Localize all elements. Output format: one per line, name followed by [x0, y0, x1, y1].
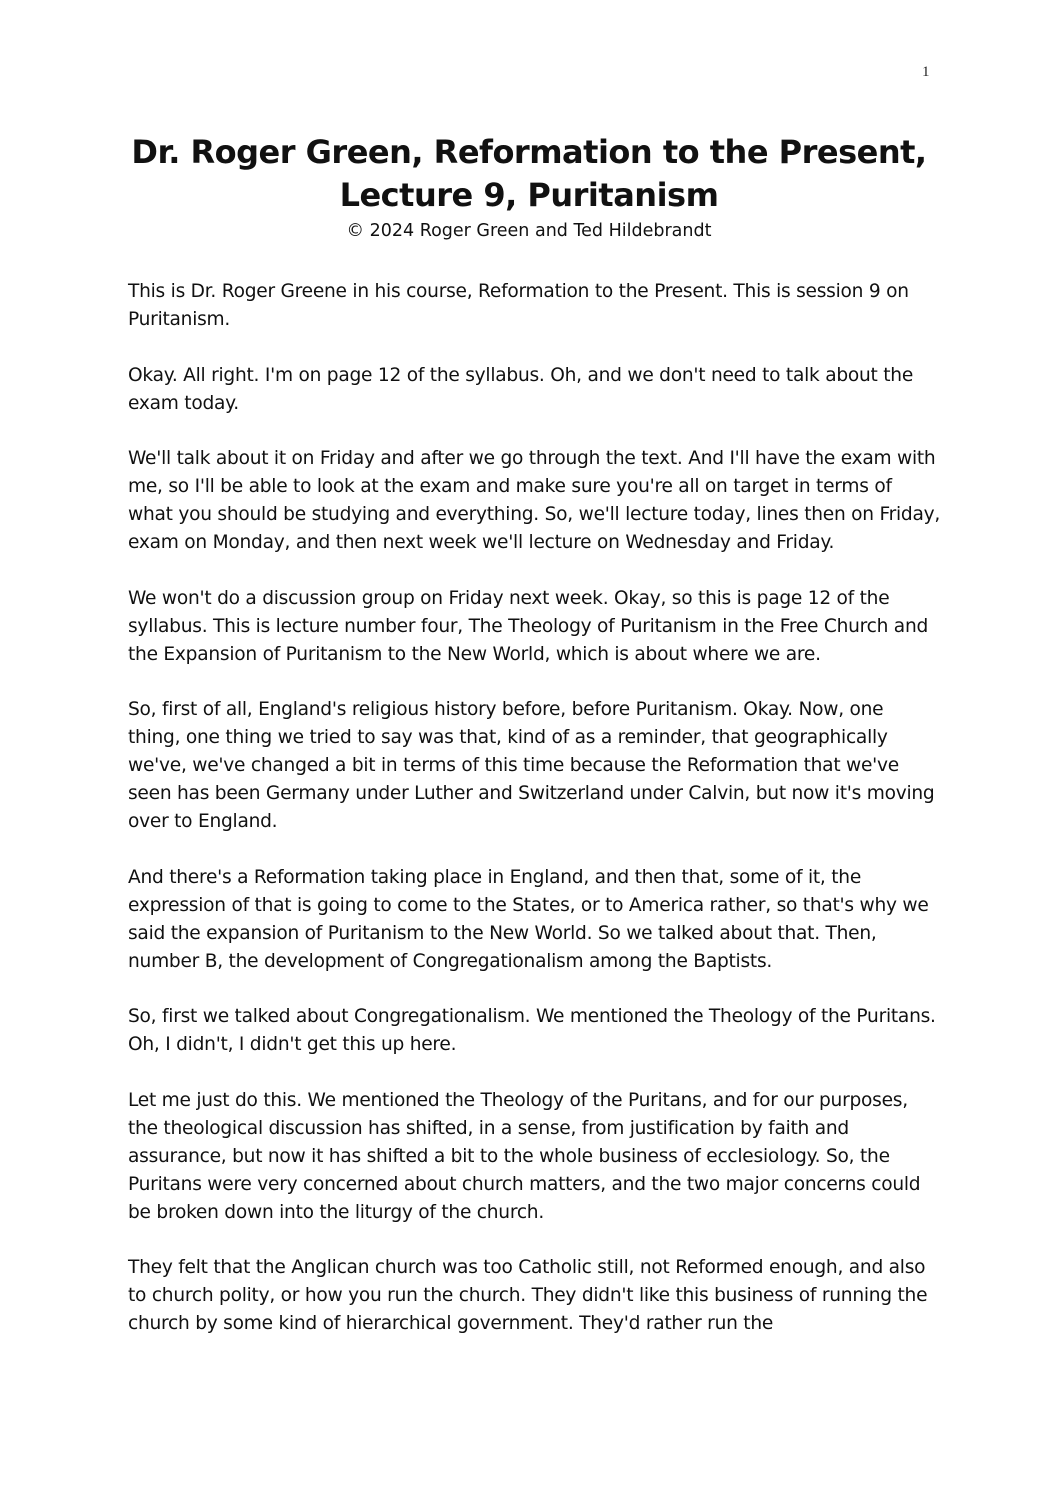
paragraph-3: We'll talk about it on Friday and after we go through the text. And I'll have the exam with me, so I'll be able to look at the exam and make sure you're all on target in terms of what you should be studying and everything. So, we'll lecture today, lines then on Friday, exam on Monday, and then next week we'll lecture on Wednesday and Friday. — [128, 448, 941, 553]
title-line-1: Dr. Roger Green, Reformation to the Present, — [131, 133, 927, 171]
document-title — [100, 131, 958, 217]
paragraph-5: So, first of all, England's religious history before, before Puritanism. Okay. Now, one thing, one thing we tried to say was that, kind of as a reminder, that geographically we've, we've changed a bit in terms of this time because the Reformation that we've seen has been Germany under Luther and Switzerland under Calvin, but now it's moving over to England. — [128, 699, 935, 832]
title-line-2: Lecture 9, Puritanism — [339, 176, 719, 214]
paragraph-8: Let me just do this. We mentioned the Theology of the Puritans, and for our purposes, the theological discussion has shifted, in a sense, from justification by faith and assurance, but now it has shifted a bit to the whole business of ecclesiology. So, the Puritans were very concerned about church matters, and the two major concerns could be broken down into the liturgy of the church. — [128, 1089, 921, 1223]
copyright-line: © 2024 Roger Green and Ted Hildebrandt — [346, 221, 712, 241]
document-header — [100, 131, 958, 243]
paragraph-2: Okay. All right. I'm on page 12 of the syllabus. Oh, and we don't need to talk about the exam today. — [128, 364, 914, 414]
page-number: 1 — [922, 64, 930, 80]
paragraph-1: This is Dr. Roger Greene in his course, Reformation to the Present. This is session 9 on Puritanism. — [128, 281, 909, 330]
paragraph-7: So, first we talked about Congregationalism. We mentioned the Theology of the Puritans. Oh, I didn't, I didn't get this up here. — [128, 1006, 936, 1055]
paragraph-9: They felt that the Anglican church was too Catholic still, not Reformed enough, and also to church polity, or how you run the church. They didn't like this business of running the church by some kind of hierarchical government. They'd rather run the — [128, 1257, 928, 1334]
paragraph-6: And there's a Reformation taking place in England, and then that, some of it, the expression of that is going to come to the States, or to America rather, so that's why we said the expansion of Puritanism to the New World. So we talked about that. Then, number B, the development of Congregationalism among the Baptists. — [128, 866, 929, 972]
transcript-body — [128, 278, 940, 1366]
paragraph-4: We won't do a discussion group on Friday next week. Okay, so this is page 12 of the syllabus. This is lecture number four, The Theology of Puritanism in the Free Church and the Expansion of Puritanism to the New World, which is about where we are. — [128, 587, 929, 665]
